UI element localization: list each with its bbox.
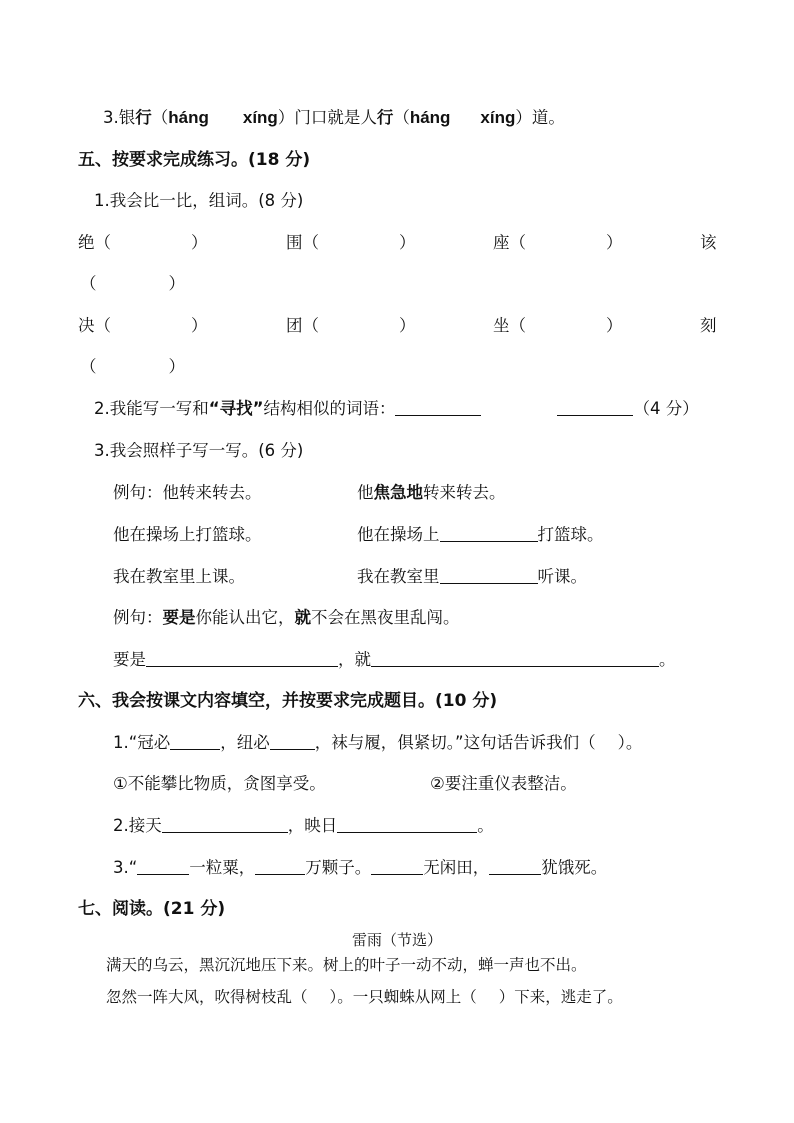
word-row-2-wrap: （ ） xyxy=(80,357,185,376)
practice-2-left: 我在教室里上课。 xyxy=(113,567,245,586)
s6-q2: 2.接天 ，映日 。 xyxy=(113,816,494,835)
s6-q3: 3.“ 一粒粟， 万颗子。 无闲田， 犹饿死。 xyxy=(113,858,608,877)
s5-q2: 2.我能写一写和“寻找”结构相似的词语： （4 分） xyxy=(94,399,699,418)
word-row-1-item-2: 围（ ） xyxy=(286,233,416,252)
section-7-heading: 七、阅读。(21 分) xyxy=(78,899,226,919)
reading-paragraph-2: 忽然一阵大风，吹得树枝乱（ ）。一只蜘蛛从网上（ ）下来，逃走了。 xyxy=(106,988,623,1006)
word-row-1-wrap: （ ） xyxy=(80,274,185,293)
fill-blank-1[interactable] xyxy=(146,650,338,667)
practice-1-right: 他在操场上 打篮球。 xyxy=(357,525,604,544)
s6-q2-blank-1[interactable] xyxy=(162,816,288,833)
reading-paragraph-1: 满天的乌云，黑沉沉地压下来。树上的叶子一动不动，蝉一声也不出。 xyxy=(106,956,587,974)
fill-blank-2[interactable] xyxy=(371,650,659,667)
s5-q1: 1.我会比一比，组词。(8 分) xyxy=(94,191,304,210)
practice-2-blank[interactable] xyxy=(440,567,538,584)
s6-q3-blank-4[interactable] xyxy=(489,858,541,875)
practice-2-right: 我在教室里 听课。 xyxy=(357,567,587,586)
s6-q3-blank-1[interactable] xyxy=(137,858,189,875)
word-row-2-item-2: 团（ ） xyxy=(286,316,416,335)
practice-1-left: 他在操场上打篮球。 xyxy=(113,525,262,544)
s6-q1: 1.“冠必 ，纽必 ，袜与履，俱紧切。”这句话告诉我们（ ）。 xyxy=(113,733,643,752)
example-2-fill: 要是 ，就 。 xyxy=(113,650,676,669)
s6-option-1: ①不能攀比物质，贪图享受。 xyxy=(113,774,326,793)
reading-title: 雷雨（节选） xyxy=(351,931,442,949)
s6-option-2: ②要注重仪表整洁。 xyxy=(430,774,577,793)
practice-1-blank[interactable] xyxy=(440,525,538,542)
s5-q3: 3.我会照样子写一写。(6 分) xyxy=(94,441,304,460)
word-row-1-item-1: 绝（ ） xyxy=(78,233,208,252)
q2-blank-2[interactable] xyxy=(557,399,633,416)
pinyin-question: 3.银行（háng xíng）门口就是人行（háng xíng）道。 xyxy=(103,108,565,127)
word-row-1-item-3: 座（ ） xyxy=(493,233,623,252)
word-row-2-item-3: 坐（ ） xyxy=(493,316,623,335)
word-row-2-item-1: 决（ ） xyxy=(78,316,208,335)
s6-q1-blank-1[interactable] xyxy=(170,733,220,750)
s6-q3-blank-2[interactable] xyxy=(255,858,305,875)
s6-q2-blank-2[interactable] xyxy=(337,816,477,833)
section-5-heading: 五、按要求完成练习。(18 分) xyxy=(78,150,311,170)
example-2: 例句：要是你能认出它，就不会在黑夜里乱闯。 xyxy=(113,608,460,627)
word-row-1-item-4: 该 xyxy=(700,233,717,252)
s6-q1-blank-2[interactable] xyxy=(270,733,315,750)
s6-q3-blank-3[interactable] xyxy=(371,858,423,875)
example-1-left: 例句：他转来转去。 xyxy=(113,483,262,502)
word-row-2-item-4: 刻 xyxy=(700,316,717,335)
q2-blank-1[interactable] xyxy=(395,399,481,416)
example-1-right: 他焦急地转来转去。 xyxy=(357,483,506,502)
section-6-heading: 六、我会按课文内容填空，并按要求完成题目。(10 分) xyxy=(78,691,498,711)
